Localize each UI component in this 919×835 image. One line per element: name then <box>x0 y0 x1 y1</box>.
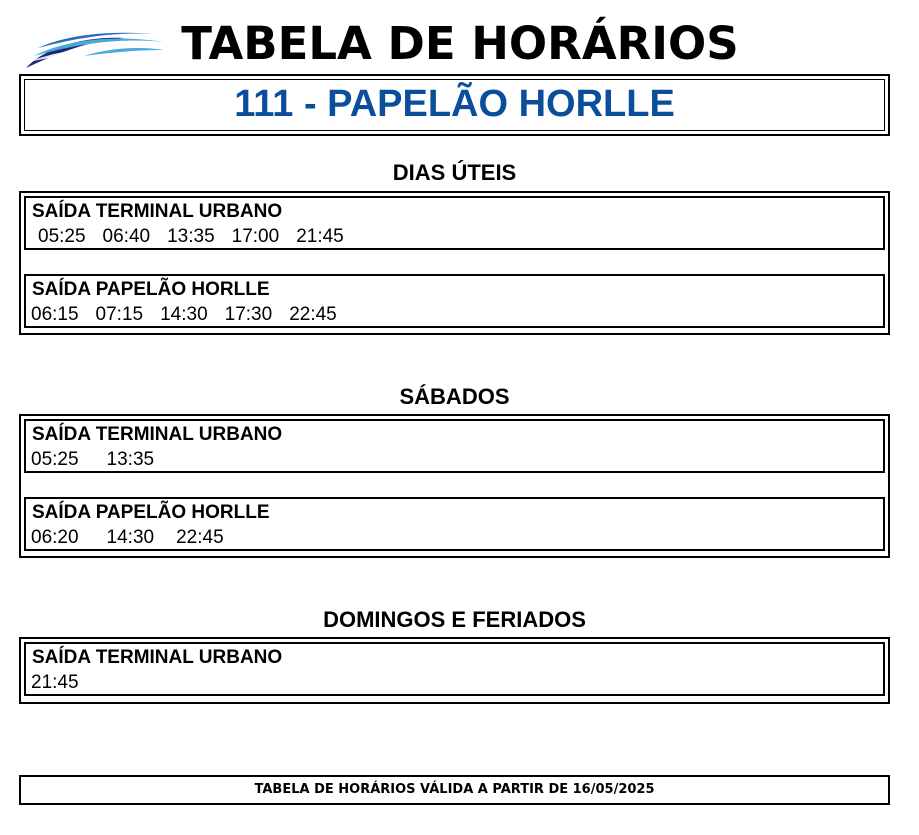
schedule-block-terminal-urbano <box>24 419 885 473</box>
schedule-block-papelao-horlle <box>24 274 885 328</box>
times-row <box>31 672 96 694</box>
schedule-group-saturdays <box>19 414 890 558</box>
company-logo-icon <box>24 26 166 70</box>
schedule-group-sundays-holidays <box>19 637 890 704</box>
time-entry: 13:35 <box>167 226 215 247</box>
time-entry: 21:45 <box>296 226 344 247</box>
schedule-block-papelao-horlle <box>24 497 885 551</box>
block-label: SAÍDA TERMINAL URBANO <box>32 424 283 445</box>
time-entry: 17:00 <box>231 226 280 247</box>
page-title: TABELA DE HORÁRIOS <box>181 17 739 70</box>
time-entry: 07:15 <box>95 304 144 325</box>
block-label: SAÍDA TERMINAL URBANO <box>32 201 283 222</box>
time-entry: 22:45 <box>289 304 337 325</box>
time-entry: 17:30 <box>224 304 273 325</box>
validity-footer <box>19 775 890 805</box>
schedule-block-terminal-urbano <box>24 196 885 250</box>
time-entry: 14:30 <box>106 527 155 548</box>
times-row <box>38 226 361 248</box>
section-title-saturdays: SÁBADOS <box>399 384 510 409</box>
schedule-group-weekdays <box>19 191 890 335</box>
time-entry: 06:40 <box>102 226 151 247</box>
block-label: SAÍDA TERMINAL URBANO <box>32 647 283 668</box>
times-row <box>31 304 354 326</box>
section-title-sundays-holidays: DOMINGOS E FERIADOS <box>323 607 586 632</box>
route-title: 111 - PAPELÃO HORLLE <box>234 83 675 125</box>
time-entry: 13:35 <box>106 449 155 470</box>
validity-text: TABELA DE HORÁRIOS VÁLIDA A PARTIR DE 16/05/2025 <box>254 782 655 797</box>
time-entry: 06:15 <box>31 304 79 325</box>
schedule-block-terminal-urbano <box>24 642 885 696</box>
time-entry: 21:45 <box>31 672 79 693</box>
time-entry: 14:30 <box>160 304 208 325</box>
time-entry: 06:20 <box>31 527 79 548</box>
time-entry: 05:25 <box>38 226 86 247</box>
block-label: SAÍDA PAPELÃO HORLLE <box>32 279 270 300</box>
route-header-box <box>19 74 890 136</box>
time-entry: 22:45 <box>176 527 224 548</box>
block-label: SAÍDA PAPELÃO HORLLE <box>32 502 270 523</box>
section-title-weekdays: DIAS ÚTEIS <box>392 160 517 185</box>
times-row <box>31 449 171 471</box>
times-row <box>31 527 241 549</box>
time-entry: 05:25 <box>31 449 79 470</box>
